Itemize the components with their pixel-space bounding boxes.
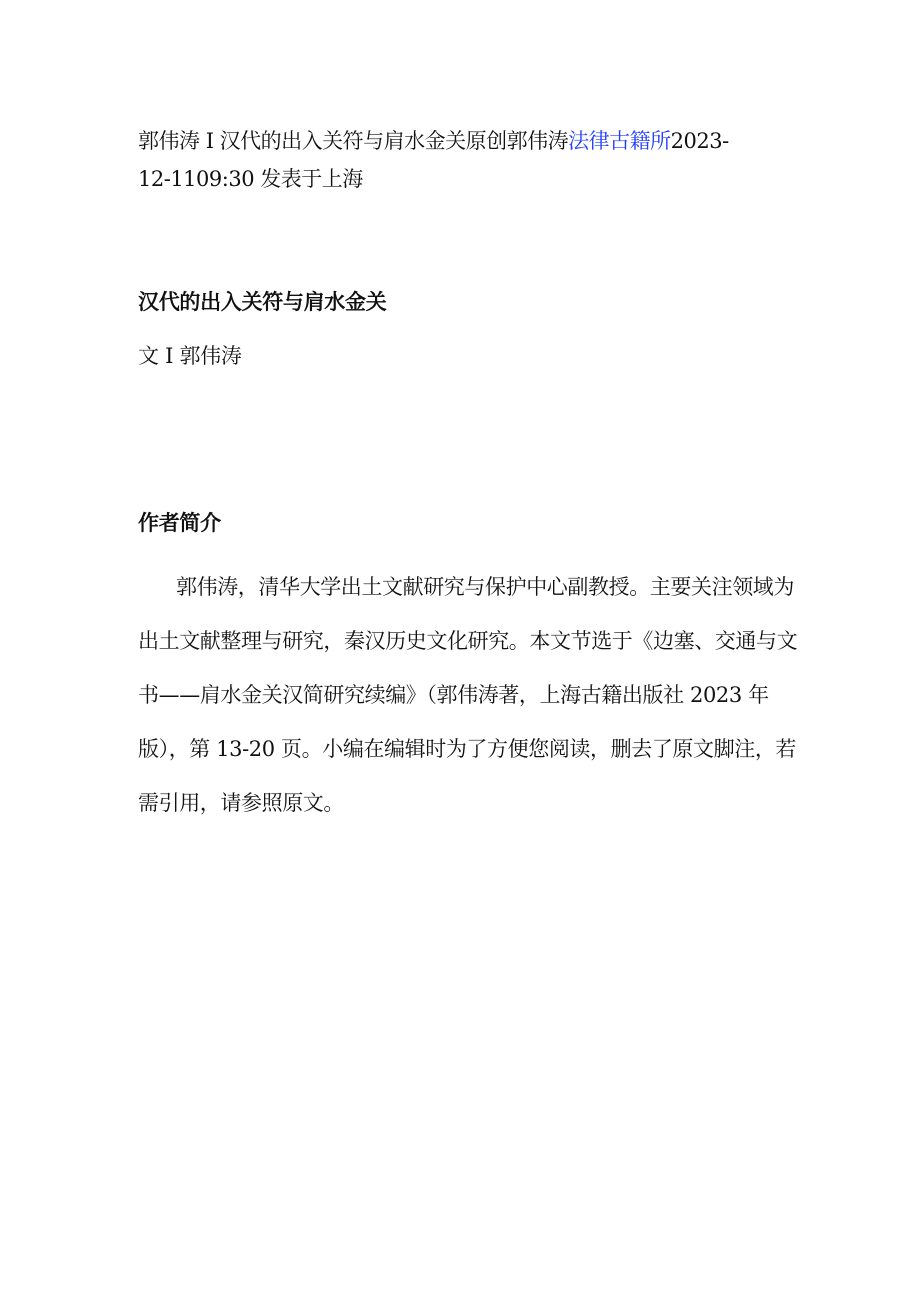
article-title: 汉代的出入关符与肩水金关 [138,290,387,314]
byline-prefix: 文 [138,344,159,368]
article-byline [138,338,242,374]
bio-paragraph [138,560,803,830]
header-location: 发表于上海 [260,167,363,191]
header-separator: I [205,129,214,153]
bio-year: 2023 [689,683,742,707]
bio-text-2: 年版），第 [138,683,769,761]
header-date-part1: 2023- [670,129,729,153]
article-header [138,122,788,198]
bio-pages: 13-20 [216,737,275,761]
bio-text-1: 郭伟涛，清华大学出土文献研究与保护中心副教授。主要关注领域为出土文献整理与研究，秦汉历史文化研究。本文节选于《边塞、交通与文书——肩水金关汉简研究续编》（郭伟涛著，上海古籍出版社 [138,575,798,707]
header-author: 郭伟涛 [138,129,200,153]
header-date-part2: 12-1109:30 [138,167,255,191]
header-title: 汉代的出入关符与肩水金关原创郭伟涛 [219,129,569,153]
byline-author: 郭伟涛 [179,344,242,368]
bio-heading: 作者简介 [138,511,221,535]
bio-text-3: 页。小编在编辑时为了方便您阅读，删去了原文脚注，若需引用，请参照原文。 [138,737,797,815]
byline-separator: I [165,344,174,368]
source-link[interactable]: 法律古籍所 [568,129,671,153]
